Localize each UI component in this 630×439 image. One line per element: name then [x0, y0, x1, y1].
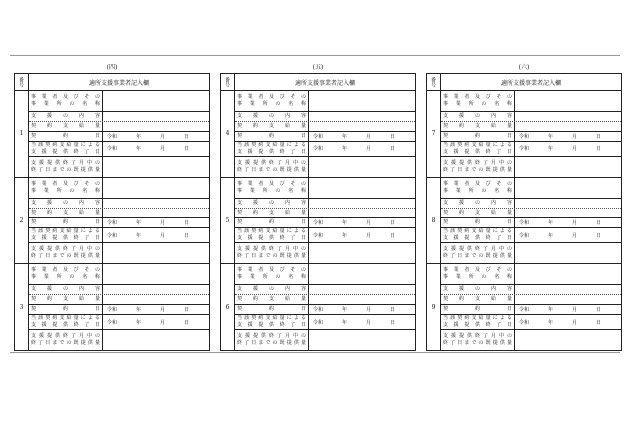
provider-name-label: 事業者及びその 事業所の名称: [441, 264, 515, 284]
table-title-row: [15, 74, 209, 91]
contract-date-label: 契約日: [29, 218, 103, 227]
provider-name-label: 事業者及びその 事業所の名称: [235, 91, 309, 111]
provided-amount-row: [235, 330, 415, 350]
contract-date-row: [235, 132, 415, 142]
provided-amount-row: [29, 330, 209, 350]
amount-label: 契約支給量: [235, 122, 309, 131]
provider-name-value[interactable]: [515, 264, 621, 284]
amount-row: [235, 295, 415, 305]
provided-amount-label: 支援提供終了月中の 終了日までの既提供量: [235, 157, 309, 177]
entry-row: [15, 178, 209, 265]
contract-date-value[interactable]: 令和 年 月 日: [519, 133, 601, 140]
provider-name-row: [29, 178, 209, 199]
provision-end-row: [441, 228, 621, 243]
provider-name-row: [441, 91, 621, 112]
service-row: [235, 112, 415, 122]
panel-header: (六): [518, 64, 530, 71]
service-value[interactable]: [515, 199, 621, 208]
provided-amount-value[interactable]: [515, 157, 621, 177]
contract-date-label: 契約日: [441, 305, 515, 314]
entry-number: 9: [427, 264, 441, 350]
service-value[interactable]: [309, 112, 415, 121]
panel-table: [14, 73, 210, 351]
number-column-header: 番号: [427, 74, 441, 90]
provider-name-value[interactable]: [309, 91, 415, 111]
service-row: [235, 199, 415, 209]
provided-amount-value[interactable]: [309, 330, 415, 350]
amount-label: 契約支給量: [441, 295, 515, 304]
amount-value[interactable]: [309, 209, 415, 218]
provided-amount-label: 支援提供終了月中の 終了日までの既提供量: [29, 330, 103, 350]
contract-date-row: [235, 305, 415, 315]
amount-label: 契約支給量: [441, 122, 515, 131]
entry-grid: [29, 91, 209, 177]
service-row: [441, 112, 621, 122]
service-label: 支援の内容: [441, 199, 515, 208]
entry-number: 2: [15, 178, 29, 264]
provider-name-row: [441, 178, 621, 199]
provided-amount-label: 支援提供終了月中の 終了日までの既提供量: [29, 157, 103, 177]
amount-value[interactable]: [103, 209, 209, 218]
provider-name-label: 事業者及びその 事業所の名称: [235, 178, 309, 198]
amount-label: 契約支給量: [29, 122, 103, 131]
amount-label: 契約支給量: [235, 209, 309, 218]
contract-date-value[interactable]: 令和 年 月 日: [107, 307, 189, 314]
entry-grid: [235, 264, 415, 350]
amount-row: [29, 122, 209, 132]
provider-name-row: [235, 91, 415, 112]
contract-date-value[interactable]: 令和 年 月 日: [313, 133, 395, 140]
provided-amount-row: [441, 330, 621, 350]
service-label: 支援の内容: [29, 112, 103, 121]
amount-row: [441, 295, 621, 305]
provider-name-row: [235, 264, 415, 285]
contract-date-label: 契約日: [441, 218, 515, 227]
service-label: 支援の内容: [441, 112, 515, 121]
service-row: [235, 285, 415, 295]
table-title: 適所支援事業者記入欄: [294, 79, 355, 87]
entry-row: [15, 264, 209, 350]
amount-label: 契約支給量: [29, 209, 103, 218]
provided-amount-value[interactable]: [309, 157, 415, 177]
contract-date-row: [441, 132, 621, 142]
provision-end-label: 当該契約支給量による 支援提供終了日: [235, 315, 309, 329]
provider-name-row: [29, 91, 209, 112]
provision-end-row: [235, 142, 415, 157]
provided-amount-value[interactable]: [103, 243, 209, 263]
provision-end-label: 当該契約支給量による 支援提供終了日: [235, 142, 309, 156]
page-bottom-rule: [10, 352, 620, 353]
contract-date-value[interactable]: 令和 年 月 日: [519, 220, 601, 227]
entry-number: 7: [427, 91, 441, 177]
provider-name-label: 事業者及びその 事業所の名称: [441, 178, 515, 198]
entry-grid: [235, 178, 415, 264]
provider-name-row: [235, 178, 415, 199]
provision-end-value[interactable]: 令和 年 月 日: [313, 232, 395, 239]
amount-value[interactable]: [309, 295, 415, 304]
provision-end-row: [235, 315, 415, 330]
entry-row: [15, 91, 209, 178]
amount-row: [441, 122, 621, 132]
provision-end-label: 当該契約支給量による 支援提供終了日: [441, 142, 515, 156]
provided-amount-value[interactable]: [103, 330, 209, 350]
contract-date-label: 契約日: [235, 218, 309, 227]
service-label: 支援の内容: [235, 285, 309, 294]
provider-name-label: 事業者及びその 事業所の名称: [441, 91, 515, 111]
amount-row: [29, 209, 209, 219]
provided-amount-label: 支援提供終了月中の 終了日までの既提供量: [441, 243, 515, 263]
provider-name-label: 事業者及びその 事業所の名称: [235, 264, 309, 284]
amount-value[interactable]: [515, 122, 621, 131]
provider-name-value[interactable]: [515, 178, 621, 198]
table-title: 適所支援事業者記入欄: [88, 79, 149, 87]
number-column-header: 番号: [221, 74, 235, 90]
provision-end-row: [441, 142, 621, 157]
service-value[interactable]: [103, 199, 209, 208]
amount-row: [441, 209, 621, 219]
provider-name-value[interactable]: [103, 264, 209, 284]
provision-end-label: 当該契約支給量による 支援提供終了日: [29, 228, 103, 242]
amount-row: [29, 295, 209, 305]
provision-end-value[interactable]: 令和 年 月 日: [107, 319, 189, 326]
contract-date-row: [235, 218, 415, 228]
provision-end-label: 当該契約支給量による 支援提供終了日: [235, 228, 309, 242]
contract-date-value[interactable]: 令和 年 月 日: [107, 220, 189, 227]
page-top-rule: [10, 55, 620, 56]
provided-amount-row: [29, 157, 209, 177]
entry-row: [221, 178, 415, 265]
provided-amount-label: 支援提供終了月中の 終了日までの既提供量: [235, 330, 309, 350]
service-label: 支援の内容: [235, 112, 309, 121]
form-panel: [220, 64, 416, 351]
amount-value[interactable]: [515, 209, 621, 218]
service-value[interactable]: [309, 285, 415, 294]
provider-name-value[interactable]: [103, 91, 209, 111]
entry-number: 6: [221, 264, 235, 350]
entry-grid: [441, 178, 621, 264]
provided-amount-value[interactable]: [515, 330, 621, 350]
contract-date-value[interactable]: 令和 年 月 日: [107, 133, 189, 140]
number-column-header: 番号: [15, 74, 29, 90]
contract-date-label: 契約日: [29, 305, 103, 314]
entry-grid: [29, 178, 209, 264]
service-row: [29, 285, 209, 295]
form-panel: [14, 64, 210, 351]
provided-amount-row: [235, 243, 415, 263]
provision-end-value[interactable]: 令和 年 月 日: [313, 319, 395, 326]
provision-end-value[interactable]: 令和 年 月 日: [519, 146, 601, 153]
amount-row: [235, 209, 415, 219]
contract-date-value[interactable]: 令和 年 月 日: [313, 307, 395, 314]
table-title: 適所支援事業者記入欄: [500, 79, 561, 87]
amount-value[interactable]: [103, 122, 209, 131]
provision-end-value[interactable]: 令和 年 月 日: [519, 319, 601, 326]
provided-amount-row: [235, 157, 415, 177]
provision-end-label: 当該契約支給量による 支援提供終了日: [441, 315, 515, 329]
provider-name-label: 事業者及びその 事業所の名称: [29, 264, 103, 284]
contract-date-label: 契約日: [29, 132, 103, 141]
provided-amount-row: [441, 157, 621, 177]
service-value[interactable]: [103, 112, 209, 121]
service-row: [441, 285, 621, 295]
amount-label: 契約支給量: [235, 295, 309, 304]
service-label: 支援の内容: [235, 199, 309, 208]
contract-date-row: [441, 218, 621, 228]
table-title-row: [221, 74, 415, 91]
contract-date-row: [441, 305, 621, 315]
service-label: 支援の内容: [29, 199, 103, 208]
provider-name-value[interactable]: [103, 178, 209, 198]
contract-date-value[interactable]: 令和 年 月 日: [313, 220, 395, 227]
contract-date-row: [29, 132, 209, 142]
provided-amount-value[interactable]: [103, 157, 209, 177]
provider-name-value[interactable]: [309, 264, 415, 284]
provision-end-row: [29, 315, 209, 330]
contract-date-label: 契約日: [235, 132, 309, 141]
entry-number: 3: [15, 264, 29, 350]
contract-date-row: [29, 305, 209, 315]
service-row: [441, 199, 621, 209]
entry-number: 5: [221, 178, 235, 264]
provider-name-row: [441, 264, 621, 285]
provision-end-value[interactable]: 令和 年 月 日: [107, 146, 189, 153]
provision-end-label: 当該契約支給量による 支援提供終了日: [29, 142, 103, 156]
provided-amount-value[interactable]: [309, 243, 415, 263]
panel-header: (四): [106, 64, 118, 71]
provided-amount-label: 支援提供終了月中の 終了日までの既提供量: [29, 243, 103, 263]
amount-value[interactable]: [309, 122, 415, 131]
entry-row: [427, 91, 621, 178]
provider-name-value[interactable]: [515, 91, 621, 111]
entry-row: [221, 91, 415, 178]
service-value[interactable]: [515, 285, 621, 294]
entry-grid: [441, 91, 621, 177]
amount-row: [235, 122, 415, 132]
entry-grid: [235, 91, 415, 177]
entry-row: [221, 264, 415, 350]
service-label: 支援の内容: [441, 285, 515, 294]
panel-table: [220, 73, 416, 351]
entry-grid: [441, 264, 621, 350]
service-label: 支援の内容: [29, 285, 103, 294]
provider-name-row: [29, 264, 209, 285]
amount-value[interactable]: [515, 295, 621, 304]
service-row: [29, 112, 209, 122]
entry-grid: [29, 264, 209, 350]
table-title-row: [427, 74, 621, 91]
amount-value[interactable]: [103, 295, 209, 304]
contract-date-label: 契約日: [235, 305, 309, 314]
provision-end-row: [29, 228, 209, 243]
entry-number: 4: [221, 91, 235, 177]
provision-end-row: [441, 315, 621, 330]
provided-amount-row: [441, 243, 621, 263]
contract-date-row: [29, 218, 209, 228]
entry-row: [427, 264, 621, 350]
panel-header: (五): [312, 64, 324, 71]
service-row: [29, 199, 209, 209]
provider-name-label: 事業者及びその 事業所の名称: [29, 178, 103, 198]
service-value[interactable]: [309, 199, 415, 208]
form-panel: [426, 64, 622, 351]
contract-date-label: 契約日: [441, 132, 515, 141]
entry-number: 8: [427, 178, 441, 264]
service-value[interactable]: [103, 285, 209, 294]
amount-label: 契約支給量: [441, 209, 515, 218]
entry-number: 1: [15, 91, 29, 177]
provider-name-label: 事業者及びその 事業所の名称: [29, 91, 103, 111]
amount-label: 契約支給量: [29, 295, 103, 304]
entry-row: [427, 178, 621, 265]
provision-end-value[interactable]: 令和 年 月 日: [519, 232, 601, 239]
provision-end-label: 当該契約支給量による 支援提供終了日: [29, 315, 103, 329]
provided-amount-label: 支援提供終了月中の 終了日までの既提供量: [441, 157, 515, 177]
contract-date-value[interactable]: 令和 年 月 日: [519, 307, 601, 314]
provision-end-value[interactable]: 令和 年 月 日: [313, 146, 395, 153]
provision-end-row: [235, 228, 415, 243]
provided-amount-label: 支援提供終了月中の 終了日までの既提供量: [441, 330, 515, 350]
provided-amount-label: 支援提供終了月中の 終了日までの既提供量: [235, 243, 309, 263]
provision-end-row: [29, 142, 209, 157]
provider-name-value[interactable]: [309, 178, 415, 198]
panel-table: [426, 73, 622, 351]
provided-amount-value[interactable]: [515, 243, 621, 263]
provision-end-value[interactable]: 令和 年 月 日: [107, 232, 189, 239]
provision-end-label: 当該契約支給量による 支援提供終了日: [441, 228, 515, 242]
service-value[interactable]: [515, 112, 621, 121]
provided-amount-row: [29, 243, 209, 263]
